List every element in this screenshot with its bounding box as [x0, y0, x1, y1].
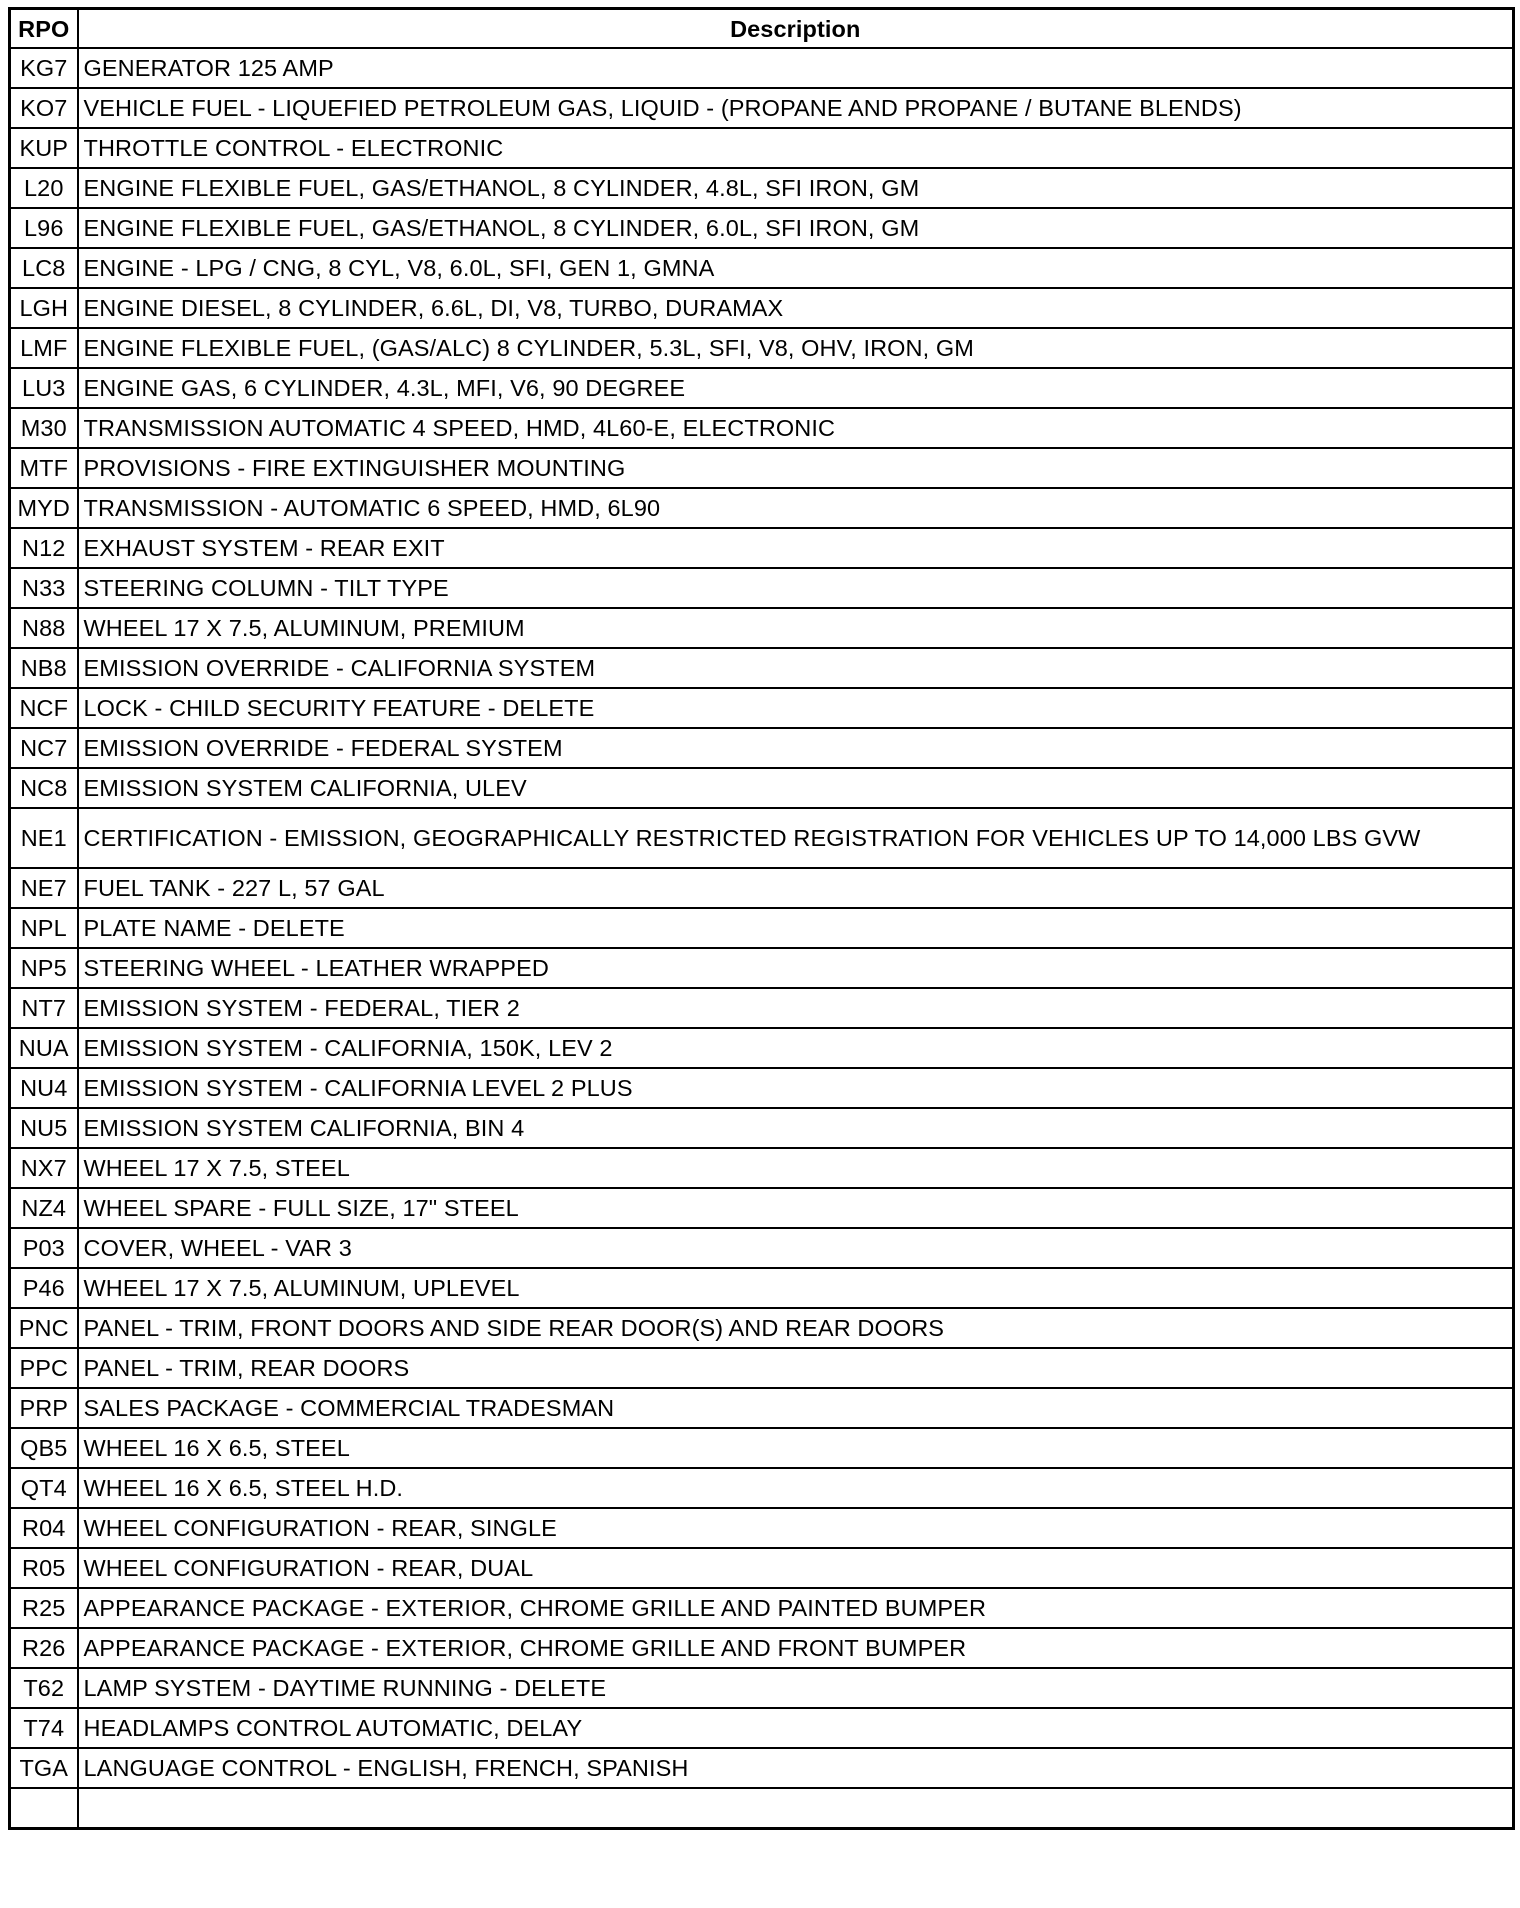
- table-row: [10, 168, 1514, 208]
- rpo-code-cell: NPL: [10, 908, 78, 948]
- table-row: [10, 1388, 1514, 1428]
- rpo-code-cell: PRP: [10, 1388, 78, 1428]
- description-cell: WHEEL CONFIGURATION - REAR, DUAL: [78, 1548, 1514, 1588]
- rpo-code-cell: P46: [10, 1268, 78, 1308]
- description-cell: APPEARANCE PACKAGE - EXTERIOR, CHROME GRILLE AND FRONT BUMPER: [78, 1628, 1514, 1668]
- table-row: [10, 288, 1514, 328]
- rpo-code-cell: NT7: [10, 988, 78, 1028]
- table-row: [10, 1548, 1514, 1588]
- description-cell: [78, 1788, 1514, 1829]
- description-cell: GENERATOR 125 AMP: [78, 48, 1514, 88]
- table-row: [10, 1668, 1514, 1708]
- description-cell: LAMP SYSTEM - DAYTIME RUNNING - DELETE: [78, 1668, 1514, 1708]
- table-row: [10, 1108, 1514, 1148]
- rpo-code-cell: LGH: [10, 288, 78, 328]
- table-row: [10, 1748, 1514, 1788]
- table-row: [10, 368, 1514, 408]
- table-row: [10, 608, 1514, 648]
- rpo-code-cell: NB8: [10, 648, 78, 688]
- rpo-table: [8, 7, 1515, 1830]
- description-cell: WHEEL 17 X 7.5, ALUMINUM, UPLEVEL: [78, 1268, 1514, 1308]
- description-cell: FUEL TANK - 227 L, 57 GAL: [78, 868, 1514, 908]
- rpo-code-cell: PPC: [10, 1348, 78, 1388]
- table-row: [10, 248, 1514, 288]
- description-cell: PROVISIONS - FIRE EXTINGUISHER MOUNTING: [78, 448, 1514, 488]
- table-row: [10, 128, 1514, 168]
- table-row: [10, 1348, 1514, 1388]
- rpo-code-cell: R26: [10, 1628, 78, 1668]
- description-cell: PANEL - TRIM, REAR DOORS: [78, 1348, 1514, 1388]
- rpo-code-cell: NU4: [10, 1068, 78, 1108]
- rpo-code-cell: KUP: [10, 128, 78, 168]
- description-cell: ENGINE FLEXIBLE FUEL, (GAS/ALC) 8 CYLINDER, 5.3L, SFI, V8, OHV, IRON, GM: [78, 328, 1514, 368]
- rpo-code-cell: NC8: [10, 768, 78, 808]
- description-cell: ENGINE FLEXIBLE FUEL, GAS/ETHANOL, 8 CYLINDER, 6.0L, SFI IRON, GM: [78, 208, 1514, 248]
- rpo-code-cell: LMF: [10, 328, 78, 368]
- description-cell: EXHAUST SYSTEM - REAR EXIT: [78, 528, 1514, 568]
- table-row: [10, 868, 1514, 908]
- description-cell: EMISSION OVERRIDE - FEDERAL SYSTEM: [78, 728, 1514, 768]
- description-cell: CERTIFICATION - EMISSION, GEOGRAPHICALLY RESTRICTED REGISTRATION FOR VEHICLES UP TO 14,000 LBS GVW: [78, 808, 1514, 868]
- table-row: [10, 1308, 1514, 1348]
- description-cell: ENGINE DIESEL, 8 CYLINDER, 6.6L, DI, V8, TURBO, DURAMAX: [78, 288, 1514, 328]
- description-cell: ENGINE GAS, 6 CYLINDER, 4.3L, MFI, V6, 90 DEGREE: [78, 368, 1514, 408]
- description-cell: WHEEL SPARE - FULL SIZE, 17" STEEL: [78, 1188, 1514, 1228]
- rpo-code-cell: PNC: [10, 1308, 78, 1348]
- rpo-code-cell: P03: [10, 1228, 78, 1268]
- table-row: [10, 648, 1514, 688]
- rpo-code-cell: M30: [10, 408, 78, 448]
- table-row: [10, 88, 1514, 128]
- table-row: [10, 1228, 1514, 1268]
- table-row: [10, 328, 1514, 368]
- table-row: [10, 908, 1514, 948]
- table-row: [10, 1028, 1514, 1068]
- rpo-code-cell: T74: [10, 1708, 78, 1748]
- description-cell: COVER, WHEEL - VAR 3: [78, 1228, 1514, 1268]
- table-row: [10, 948, 1514, 988]
- rpo-code-cell: [10, 1788, 78, 1829]
- table-row: [10, 448, 1514, 488]
- rpo-code-cell: NE7: [10, 868, 78, 908]
- description-column-header: Description: [78, 9, 1514, 49]
- rpo-code-cell: LC8: [10, 248, 78, 288]
- table-body: [10, 48, 1514, 1829]
- rpo-code-cell: R05: [10, 1548, 78, 1588]
- table-row: [10, 1788, 1514, 1829]
- description-cell: PANEL - TRIM, FRONT DOORS AND SIDE REAR DOOR(S) AND REAR DOORS: [78, 1308, 1514, 1348]
- description-cell: PLATE NAME - DELETE: [78, 908, 1514, 948]
- table-row: [10, 1068, 1514, 1108]
- rpo-code-cell: MYD: [10, 488, 78, 528]
- description-cell: EMISSION SYSTEM - CALIFORNIA, 150K, LEV 2: [78, 1028, 1514, 1068]
- rpo-code-cell: NC7: [10, 728, 78, 768]
- table-row: [10, 988, 1514, 1028]
- rpo-code-cell: NUA: [10, 1028, 78, 1068]
- description-cell: SALES PACKAGE - COMMERCIAL TRADESMAN: [78, 1388, 1514, 1428]
- rpo-code-cell: KG7: [10, 48, 78, 88]
- table-row: [10, 1148, 1514, 1188]
- description-cell: EMISSION SYSTEM - CALIFORNIA LEVEL 2 PLUS: [78, 1068, 1514, 1108]
- rpo-code-cell: NP5: [10, 948, 78, 988]
- header-row: [10, 9, 1514, 49]
- description-cell: EMISSION SYSTEM CALIFORNIA, ULEV: [78, 768, 1514, 808]
- table-row: [10, 488, 1514, 528]
- rpo-code-cell: KO7: [10, 88, 78, 128]
- rpo-code-cell: N12: [10, 528, 78, 568]
- table-row: [10, 1508, 1514, 1548]
- rpo-code-cell: TGA: [10, 1748, 78, 1788]
- description-cell: LOCK - CHILD SECURITY FEATURE - DELETE: [78, 688, 1514, 728]
- description-cell: THROTTLE CONTROL - ELECTRONIC: [78, 128, 1514, 168]
- table-row: [10, 1708, 1514, 1748]
- table-row: [10, 808, 1514, 868]
- table-row: [10, 1268, 1514, 1308]
- table-row: [10, 1188, 1514, 1228]
- rpo-code-cell: N33: [10, 568, 78, 608]
- rpo-column-header: RPO: [10, 9, 78, 49]
- table-row: [10, 48, 1514, 88]
- description-cell: WHEEL 16 X 6.5, STEEL H.D.: [78, 1468, 1514, 1508]
- table-row: [10, 1468, 1514, 1508]
- table-row: [10, 408, 1514, 448]
- rpo-code-cell: R04: [10, 1508, 78, 1548]
- rpo-code-cell: L96: [10, 208, 78, 248]
- description-cell: ENGINE - LPG / CNG, 8 CYL, V8, 6.0L, SFI, GEN 1, GMNA: [78, 248, 1514, 288]
- rpo-code-cell: NE1: [10, 808, 78, 868]
- description-cell: EMISSION SYSTEM - FEDERAL, TIER 2: [78, 988, 1514, 1028]
- description-cell: LANGUAGE CONTROL - ENGLISH, FRENCH, SPANISH: [78, 1748, 1514, 1788]
- description-cell: WHEEL 17 X 7.5, ALUMINUM, PREMIUM: [78, 608, 1514, 648]
- table-row: [10, 1628, 1514, 1668]
- table-row: [10, 528, 1514, 568]
- table-row: [10, 1428, 1514, 1468]
- table-row: [10, 208, 1514, 248]
- description-cell: HEADLAMPS CONTROL AUTOMATIC, DELAY: [78, 1708, 1514, 1748]
- description-cell: WHEEL CONFIGURATION - REAR, SINGLE: [78, 1508, 1514, 1548]
- description-cell: EMISSION OVERRIDE - CALIFORNIA SYSTEM: [78, 648, 1514, 688]
- table-row: [10, 568, 1514, 608]
- rpo-code-cell: N88: [10, 608, 78, 648]
- rpo-code-cell: NCF: [10, 688, 78, 728]
- table-row: [10, 768, 1514, 808]
- rpo-code-cell: R25: [10, 1588, 78, 1628]
- description-cell: TRANSMISSION - AUTOMATIC 6 SPEED, HMD, 6L90: [78, 488, 1514, 528]
- description-cell: WHEEL 17 X 7.5, STEEL: [78, 1148, 1514, 1188]
- table-header: [10, 9, 1514, 49]
- table-row: [10, 1588, 1514, 1628]
- rpo-code-cell: T62: [10, 1668, 78, 1708]
- description-cell: STEERING WHEEL - LEATHER WRAPPED: [78, 948, 1514, 988]
- rpo-code-cell: NZ4: [10, 1188, 78, 1228]
- rpo-code-cell: QT4: [10, 1468, 78, 1508]
- description-cell: EMISSION SYSTEM CALIFORNIA, BIN 4: [78, 1108, 1514, 1148]
- description-cell: TRANSMISSION AUTOMATIC 4 SPEED, HMD, 4L60-E, ELECTRONIC: [78, 408, 1514, 448]
- rpo-code-cell: LU3: [10, 368, 78, 408]
- description-cell: ENGINE FLEXIBLE FUEL, GAS/ETHANOL, 8 CYLINDER, 4.8L, SFI IRON, GM: [78, 168, 1514, 208]
- description-cell: WHEEL 16 X 6.5, STEEL: [78, 1428, 1514, 1468]
- table-row: [10, 688, 1514, 728]
- description-cell: VEHICLE FUEL - LIQUEFIED PETROLEUM GAS, LIQUID - (PROPANE AND PROPANE / BUTANE BLENDS): [78, 88, 1514, 128]
- rpo-code-cell: QB5: [10, 1428, 78, 1468]
- table-row: [10, 728, 1514, 768]
- rpo-code-cell: MTF: [10, 448, 78, 488]
- rpo-code-cell: NU5: [10, 1108, 78, 1148]
- description-cell: STEERING COLUMN - TILT TYPE: [78, 568, 1514, 608]
- rpo-code-cell: L20: [10, 168, 78, 208]
- description-cell: APPEARANCE PACKAGE - EXTERIOR, CHROME GRILLE AND PAINTED BUMPER: [78, 1588, 1514, 1628]
- rpo-code-cell: NX7: [10, 1148, 78, 1188]
